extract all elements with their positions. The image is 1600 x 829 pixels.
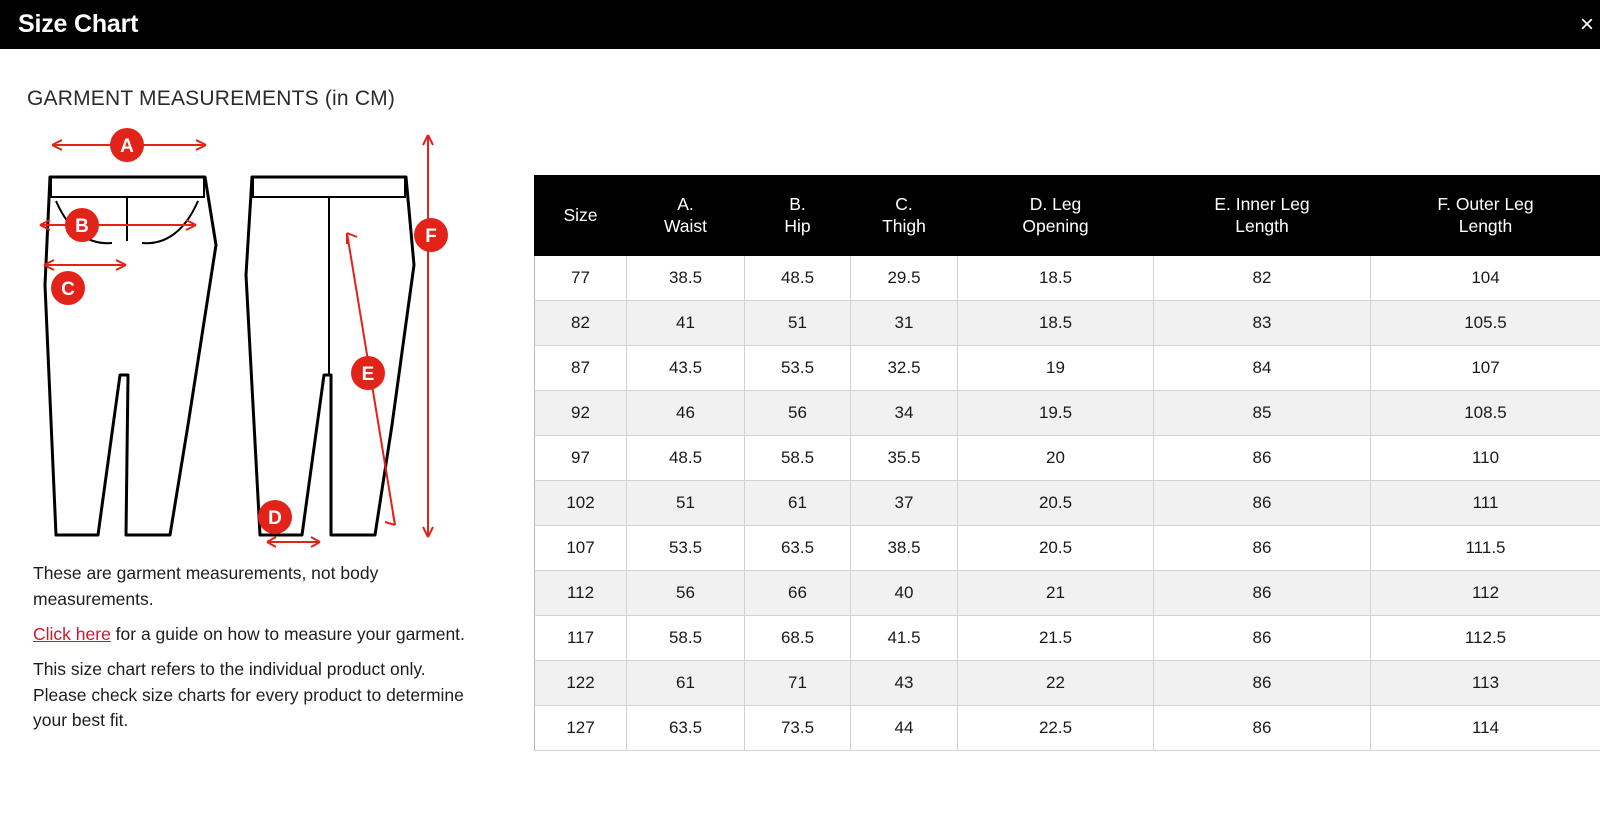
table-cell: 86: [1154, 661, 1371, 706]
table-cell-size: 122: [535, 661, 627, 706]
table-cell: 111: [1371, 481, 1600, 526]
table-cell: 18.5: [958, 301, 1154, 346]
measure-guide-link[interactable]: Click here: [33, 623, 111, 644]
table-cell: 31: [851, 301, 958, 346]
svg-text:F: F: [425, 226, 437, 247]
table-cell: 20.5: [958, 481, 1154, 526]
trouser-measurement-diagram: [20, 125, 490, 555]
table-cell: 37: [851, 481, 958, 526]
table-cell: 84: [1154, 346, 1371, 391]
table-cell: 63.5: [745, 526, 851, 571]
table-cell: 20: [958, 436, 1154, 481]
table-row: [535, 706, 1600, 751]
table-cell: 38.5: [627, 256, 745, 301]
table-cell: 58.5: [627, 616, 745, 661]
table-header-waist: A. Waist: [627, 176, 745, 256]
table-cell-size: 92: [535, 391, 627, 436]
table-cell: 29.5: [851, 256, 958, 301]
table-cell: 35.5: [851, 436, 958, 481]
measurement-notes: [33, 561, 473, 734]
table-cell: 22: [958, 661, 1154, 706]
table-cell: 56: [627, 571, 745, 616]
table-cell: 73.5: [745, 706, 851, 751]
table-cell: 110: [1371, 436, 1600, 481]
table-row: [535, 481, 1600, 526]
table-cell: 108.5: [1371, 391, 1600, 436]
table-cell: 86: [1154, 526, 1371, 571]
table-cell-size: 97: [535, 436, 627, 481]
table-cell: 38.5: [851, 526, 958, 571]
table-cell: 41.5: [851, 616, 958, 661]
table-cell: 85: [1154, 391, 1371, 436]
table-row: [535, 346, 1600, 391]
table-cell-size: 87: [535, 346, 627, 391]
table-body: [535, 256, 1600, 751]
table-cell: 63.5: [627, 706, 745, 751]
table-header-leg-opening: D. Leg Opening: [958, 176, 1154, 256]
table-header-row: [535, 176, 1600, 256]
page-title: Size Chart: [18, 10, 139, 38]
note-garment-measurements: These are garment measurements, not body measurements.: [33, 563, 379, 609]
table-row: [535, 391, 1600, 436]
table-cell: 22.5: [958, 706, 1154, 751]
measure-guide-rest: for a guide on how to measure your garment.: [110, 623, 465, 644]
table-cell: 111.5: [1371, 526, 1600, 571]
table-cell: 112.5: [1371, 616, 1600, 661]
dialog-header: [0, 0, 1600, 49]
table-cell: 58.5: [745, 436, 851, 481]
table-cell: 21.5: [958, 616, 1154, 661]
table-cell: 86: [1154, 481, 1371, 526]
table-cell: 48.5: [627, 436, 745, 481]
table-cell: 43: [851, 661, 958, 706]
table-cell: 107: [1371, 346, 1600, 391]
note-measure-guide: [33, 622, 473, 648]
table-cell-size: 127: [535, 706, 627, 751]
table-cell-size: 77: [535, 256, 627, 301]
table-cell: 105.5: [1371, 301, 1600, 346]
table-cell: 61: [745, 481, 851, 526]
table-cell: 104: [1371, 256, 1600, 301]
table-cell: 20.5: [958, 526, 1154, 571]
table-cell: 40: [851, 571, 958, 616]
table-cell: 19: [958, 346, 1154, 391]
table-cell: 113: [1371, 661, 1600, 706]
table-row: [535, 571, 1600, 616]
table-cell: 82: [1154, 256, 1371, 301]
table-cell: 66: [745, 571, 851, 616]
table-cell: 53.5: [745, 346, 851, 391]
table-header-size: Size: [535, 176, 627, 256]
size-table-wrapper: [534, 175, 1554, 751]
table-cell: 86: [1154, 616, 1371, 661]
size-chart-table: [534, 175, 1600, 751]
table-cell: 48.5: [745, 256, 851, 301]
svg-text:E: E: [361, 364, 375, 385]
table-row: [535, 526, 1600, 571]
table-header-outer-leg-length: F. Outer Leg Length: [1371, 176, 1600, 256]
table-row: [535, 661, 1600, 706]
table-cell-size: 102: [535, 481, 627, 526]
svg-text:A: A: [120, 136, 134, 157]
table-cell: 56: [745, 391, 851, 436]
table-cell: 32.5: [851, 346, 958, 391]
table-cell: 83: [1154, 301, 1371, 346]
table-cell: 21: [958, 571, 1154, 616]
table-cell: 43.5: [627, 346, 745, 391]
table-header-thigh: C. Thigh: [851, 176, 958, 256]
table-cell: 51: [627, 481, 745, 526]
table-head: [535, 176, 1600, 256]
table-header-hip: B. Hip: [745, 176, 851, 256]
table-cell: 86: [1154, 706, 1371, 751]
table-cell: 114: [1371, 706, 1600, 751]
table-row: [535, 301, 1600, 346]
table-cell: 86: [1154, 436, 1371, 481]
table-cell: 51: [745, 301, 851, 346]
table-header-inner-leg-length: E. Inner Leg Length: [1154, 176, 1371, 256]
table-row: [535, 436, 1600, 481]
table-cell: 41: [627, 301, 745, 346]
table-row: [535, 616, 1600, 661]
table-cell: 86: [1154, 571, 1371, 616]
table-cell-size: 117: [535, 616, 627, 661]
table-cell: 19.5: [958, 391, 1154, 436]
table-cell: 44: [851, 706, 958, 751]
table-cell: 112: [1371, 571, 1600, 616]
trouser-diagram-svg: [20, 125, 490, 555]
svg-text:D: D: [268, 508, 282, 529]
svg-text:C: C: [61, 279, 75, 300]
svg-text:B: B: [75, 216, 89, 237]
close-icon[interactable]: ×: [1579, 10, 1594, 38]
table-cell: 34: [851, 391, 958, 436]
table-cell: 61: [627, 661, 745, 706]
note-product-specific: This size chart refers to the individual product only. Please check size charts for every product to determine your best fit.: [33, 658, 464, 731]
table-cell: 18.5: [958, 256, 1154, 301]
table-cell: 68.5: [745, 616, 851, 661]
table-cell-size: 112: [535, 571, 627, 616]
table-cell: 46: [627, 391, 745, 436]
garment-measurements-title: GARMENT MEASUREMENTS (in CM): [27, 87, 396, 110]
table-row: [535, 256, 1600, 301]
left-panel: [0, 49, 500, 829]
table-cell-size: 107: [535, 526, 627, 571]
table-cell-size: 82: [535, 301, 627, 346]
table-cell: 53.5: [627, 526, 745, 571]
table-cell: 71: [745, 661, 851, 706]
